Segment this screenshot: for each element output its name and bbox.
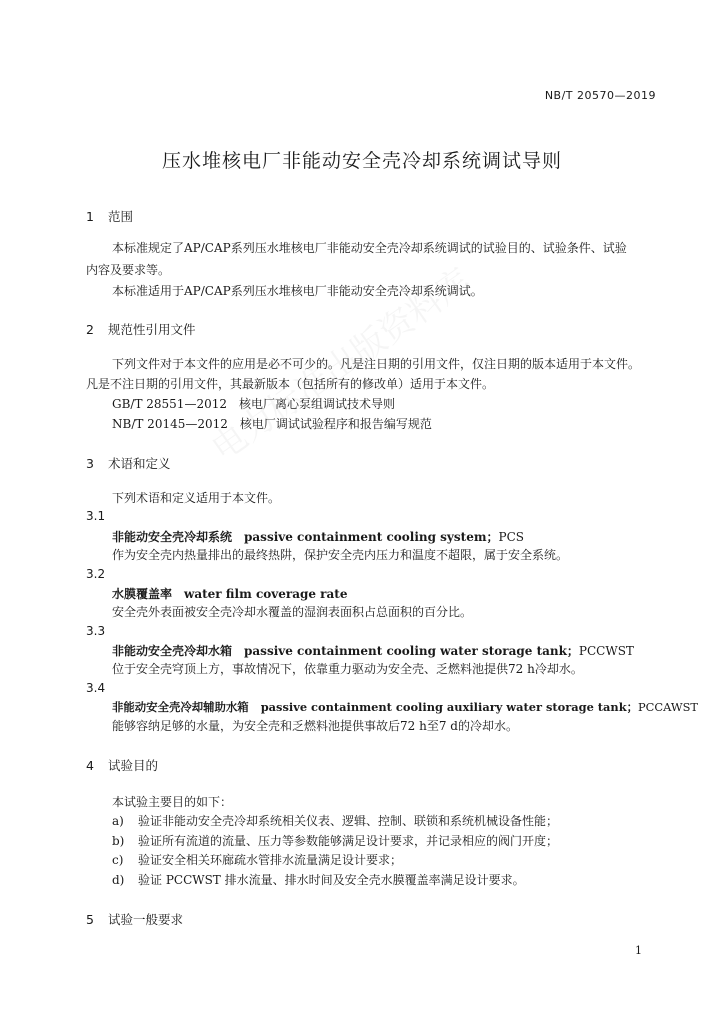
term-abbreviation: PCCWST xyxy=(578,644,634,658)
term-chinese: 非能动安全壳冷却系统 xyxy=(112,530,233,544)
section-number: 4 xyxy=(86,758,94,773)
section-3-intro: 下列术语和定义适用于本文件。 xyxy=(112,491,281,505)
section-2-heading xyxy=(86,320,196,338)
list-marker: c) xyxy=(112,853,124,867)
section-title: 术语和定义 xyxy=(108,456,171,471)
list-item xyxy=(112,813,558,830)
term-number: 3.1 xyxy=(86,509,106,523)
term-definition: 位于安全壳穹顶上方，事故情况下，依靠重力驱动为安全壳、乏燃料池提供72 h冷却水。 xyxy=(112,662,583,676)
standard-number: NB/T 20570—2019 xyxy=(544,89,656,102)
section-number: 1 xyxy=(86,209,94,224)
list-item xyxy=(112,872,525,889)
list-text: 验证 PCCWST 排水流量、排水时间及安全壳水膜覆盖率满足设计要求。 xyxy=(138,873,525,887)
term-definition: 能够容纳足够的水量，为安全壳和乏燃料池提供事故后72 h至7 d的冷却水。 xyxy=(112,719,518,733)
list-marker: a) xyxy=(112,814,124,828)
normative-reference-1: GB/T 28551—2012 核电厂离心泵组调试技术导则 xyxy=(112,397,395,411)
term-entry xyxy=(112,642,634,659)
list-text: 验证所有流道的流量、压力等参数能够满足设计要求，并记录相应的阀门开度； xyxy=(138,834,559,848)
section-1-para2: 本标准适用于AP/CAP系列压水堆核电厂非能动安全壳冷却系统调试。 xyxy=(112,284,483,298)
term-abbreviation: PCS xyxy=(498,530,525,544)
document-title: 压水堆核电厂非能动安全壳冷却系统调试导则 xyxy=(161,150,562,172)
term-number: 3.4 xyxy=(86,681,106,695)
page-number: 1 xyxy=(635,944,642,957)
section-title: 试验一般要求 xyxy=(108,912,184,927)
list-marker: d) xyxy=(112,873,125,887)
section-3-heading xyxy=(86,454,171,472)
term-chinese: 非能动安全壳冷却水箱 xyxy=(112,644,233,658)
list-text: 验证非能动安全壳冷却系统相关仪表、逻辑、控制、联锁和系统机械设备性能； xyxy=(138,814,559,828)
section-title: 规范性引用文件 xyxy=(108,322,196,337)
list-marker: b) xyxy=(112,834,125,848)
section-1-heading xyxy=(86,207,133,225)
term-english: water film coverage rate xyxy=(184,587,348,601)
section-1-para1-line1: 本标准规定了AP/CAP系列压水堆核电厂非能动安全壳冷却系统调试的试验目的、试验条件、试验 xyxy=(112,241,627,255)
section-number: 3 xyxy=(86,456,94,471)
term-english: passive containment cooling water storage tank； xyxy=(244,644,579,658)
term-definition: 安全壳外表面被安全壳冷却水覆盖的湿润表面积占总面积的百分比。 xyxy=(112,605,473,619)
term-chinese: 水膜覆盖率 xyxy=(112,587,173,601)
term-number: 3.2 xyxy=(86,567,106,581)
section-5-heading xyxy=(86,910,183,928)
term-chinese: 非能动安全壳冷却辅助水箱 xyxy=(112,700,249,714)
term-english: passive containment cooling auxiliary water storage tank； xyxy=(260,700,639,714)
term-definition: 作为安全壳内热量排出的最终热阱，保护安全壳内压力和温度不超限，属于安全系统。 xyxy=(112,548,569,562)
section-title: 范围 xyxy=(108,209,134,224)
section-4-heading xyxy=(86,756,158,774)
list-item xyxy=(112,833,558,850)
term-entry xyxy=(112,585,347,602)
term-entry xyxy=(112,528,524,545)
list-item xyxy=(112,852,402,869)
term-english: passive containment cooling system； xyxy=(244,530,499,544)
term-abbreviation: PCCAWST xyxy=(638,700,698,714)
section-2-para-line1: 下列文件对于本文件的应用是必不可少的。凡是注日期的引用文件，仅注日期的版本适用于本文件。 xyxy=(112,357,641,371)
list-text: 验证安全相关环廊疏水管排水流量满足设计要求； xyxy=(138,853,403,867)
section-number: 5 xyxy=(86,912,94,927)
section-2-para-line2: 凡是不注日期的引用文件，其最新版本（包括所有的修改单）适用于本文件。 xyxy=(86,377,495,391)
section-title: 试验目的 xyxy=(108,758,159,773)
term-number: 3.3 xyxy=(86,624,106,638)
section-number: 2 xyxy=(86,322,94,337)
section-1-para1-line2: 内容及要求等。 xyxy=(86,263,171,277)
term-entry xyxy=(112,699,698,715)
section-4-intro: 本试验主要目的如下： xyxy=(112,795,233,809)
normative-reference-2: NB/T 20145—2012 核电厂调试试验程序和报告编写规范 xyxy=(112,417,432,431)
